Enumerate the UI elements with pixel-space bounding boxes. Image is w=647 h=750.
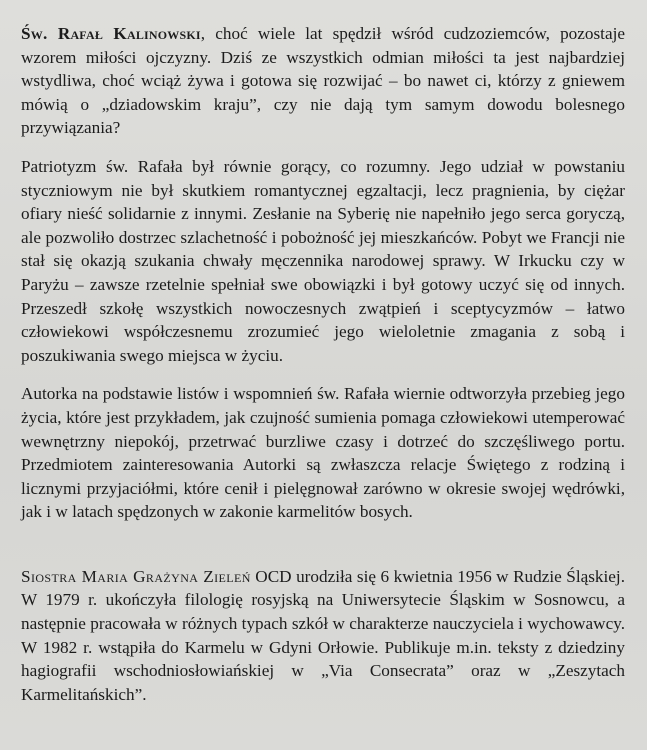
- intro-paragraph: [21, 22, 625, 140]
- saint-name: Św. Rafał Kalinowski: [21, 24, 201, 43]
- author-bio-paragraph: [21, 565, 625, 707]
- author-name: Siostra Maria Grażyna Zieleń: [21, 566, 251, 586]
- intro-text: , choć wiele lat spędził wśród cudzoziemców, pozostaje wzorem miłości ojczyzny. Dziś ze wszystkich odmian miłości ta jest najbardziej wstydliwa, choć wciąż żywa i gotowa się rozwijać – bo nawet ci, którzy z gniewem mówią o „dziadowskim kraju”, czy nie dają tym samym dowodu bolesnego przywiązania?: [21, 24, 625, 138]
- author-bio-text: OCD urodziła się 6 kwietnia 1956 w Rudzie Śląskiej. W 1979 r. ukończyła filologię rosyjską na Uniwersytecie Śląskim w Sosnowcu, a następnie pracowała w różnych typach szkół w charakterze nauczyciela i wychowawcy. W 1982 r. wstąpiła do Karmelu w Gdyni Orłowie. Publikuje m.in. teksty z dziedziny hagiografii wschodniosłowiańskiej w „Via Consecrata” oraz w „Zeszytach Karmelitańskich”.: [21, 566, 625, 704]
- patriotism-paragraph: Patriotyzm św. Rafała był równie gorący, co rozumny. Jego udział w powstaniu styczniowym nie był skutkiem romantycznej egzaltacji, lecz pragnienia, by ciężar ofiary nieść solidarnie z innymi. Zesłanie na Syberię nie napełniło jego serca goryczą, ale pozwoliło dostrzec szlachetność i pobożność jej mieszkańców. Pobyt we Francji nie stał się okazją szukania chwały męczennika narodowej sprawy. W Irkucku czy w Paryżu – zawsze rzetelnie spełniał swe obowiązki i był gotowy uczyć się od innych. Przeszedł szkołę wszystkich nowoczesnych zwątpień i sceptycyzmów – łatwo człowiekowi współczesnemu zrozumieć jego wieloletnie zmagania z sobą i poszukiwania swego miejsca w życiu.: [21, 156, 625, 365]
- author-work-paragraph: Autorka na podstawie listów i wspomnień św. Rafała wiernie odtworzyła przebieg jego życia, które jest przykładem, jak czujność sumienia pomaga człowiekowi utemperować wewnętrzny niepokój, przetrwać burzliwe czasy i dotrzeć do szczęśliwego portu. Przedmiotem zainteresowania Autorki są zwłaszcza relacje Świętego z rodziną i licznymi przyjaciółmi, które cenił i pielęgnował zarówno w okresie swojej wędrówki, jak i w latach spędzonych w zakonie karmelitów bosych.: [21, 384, 625, 522]
